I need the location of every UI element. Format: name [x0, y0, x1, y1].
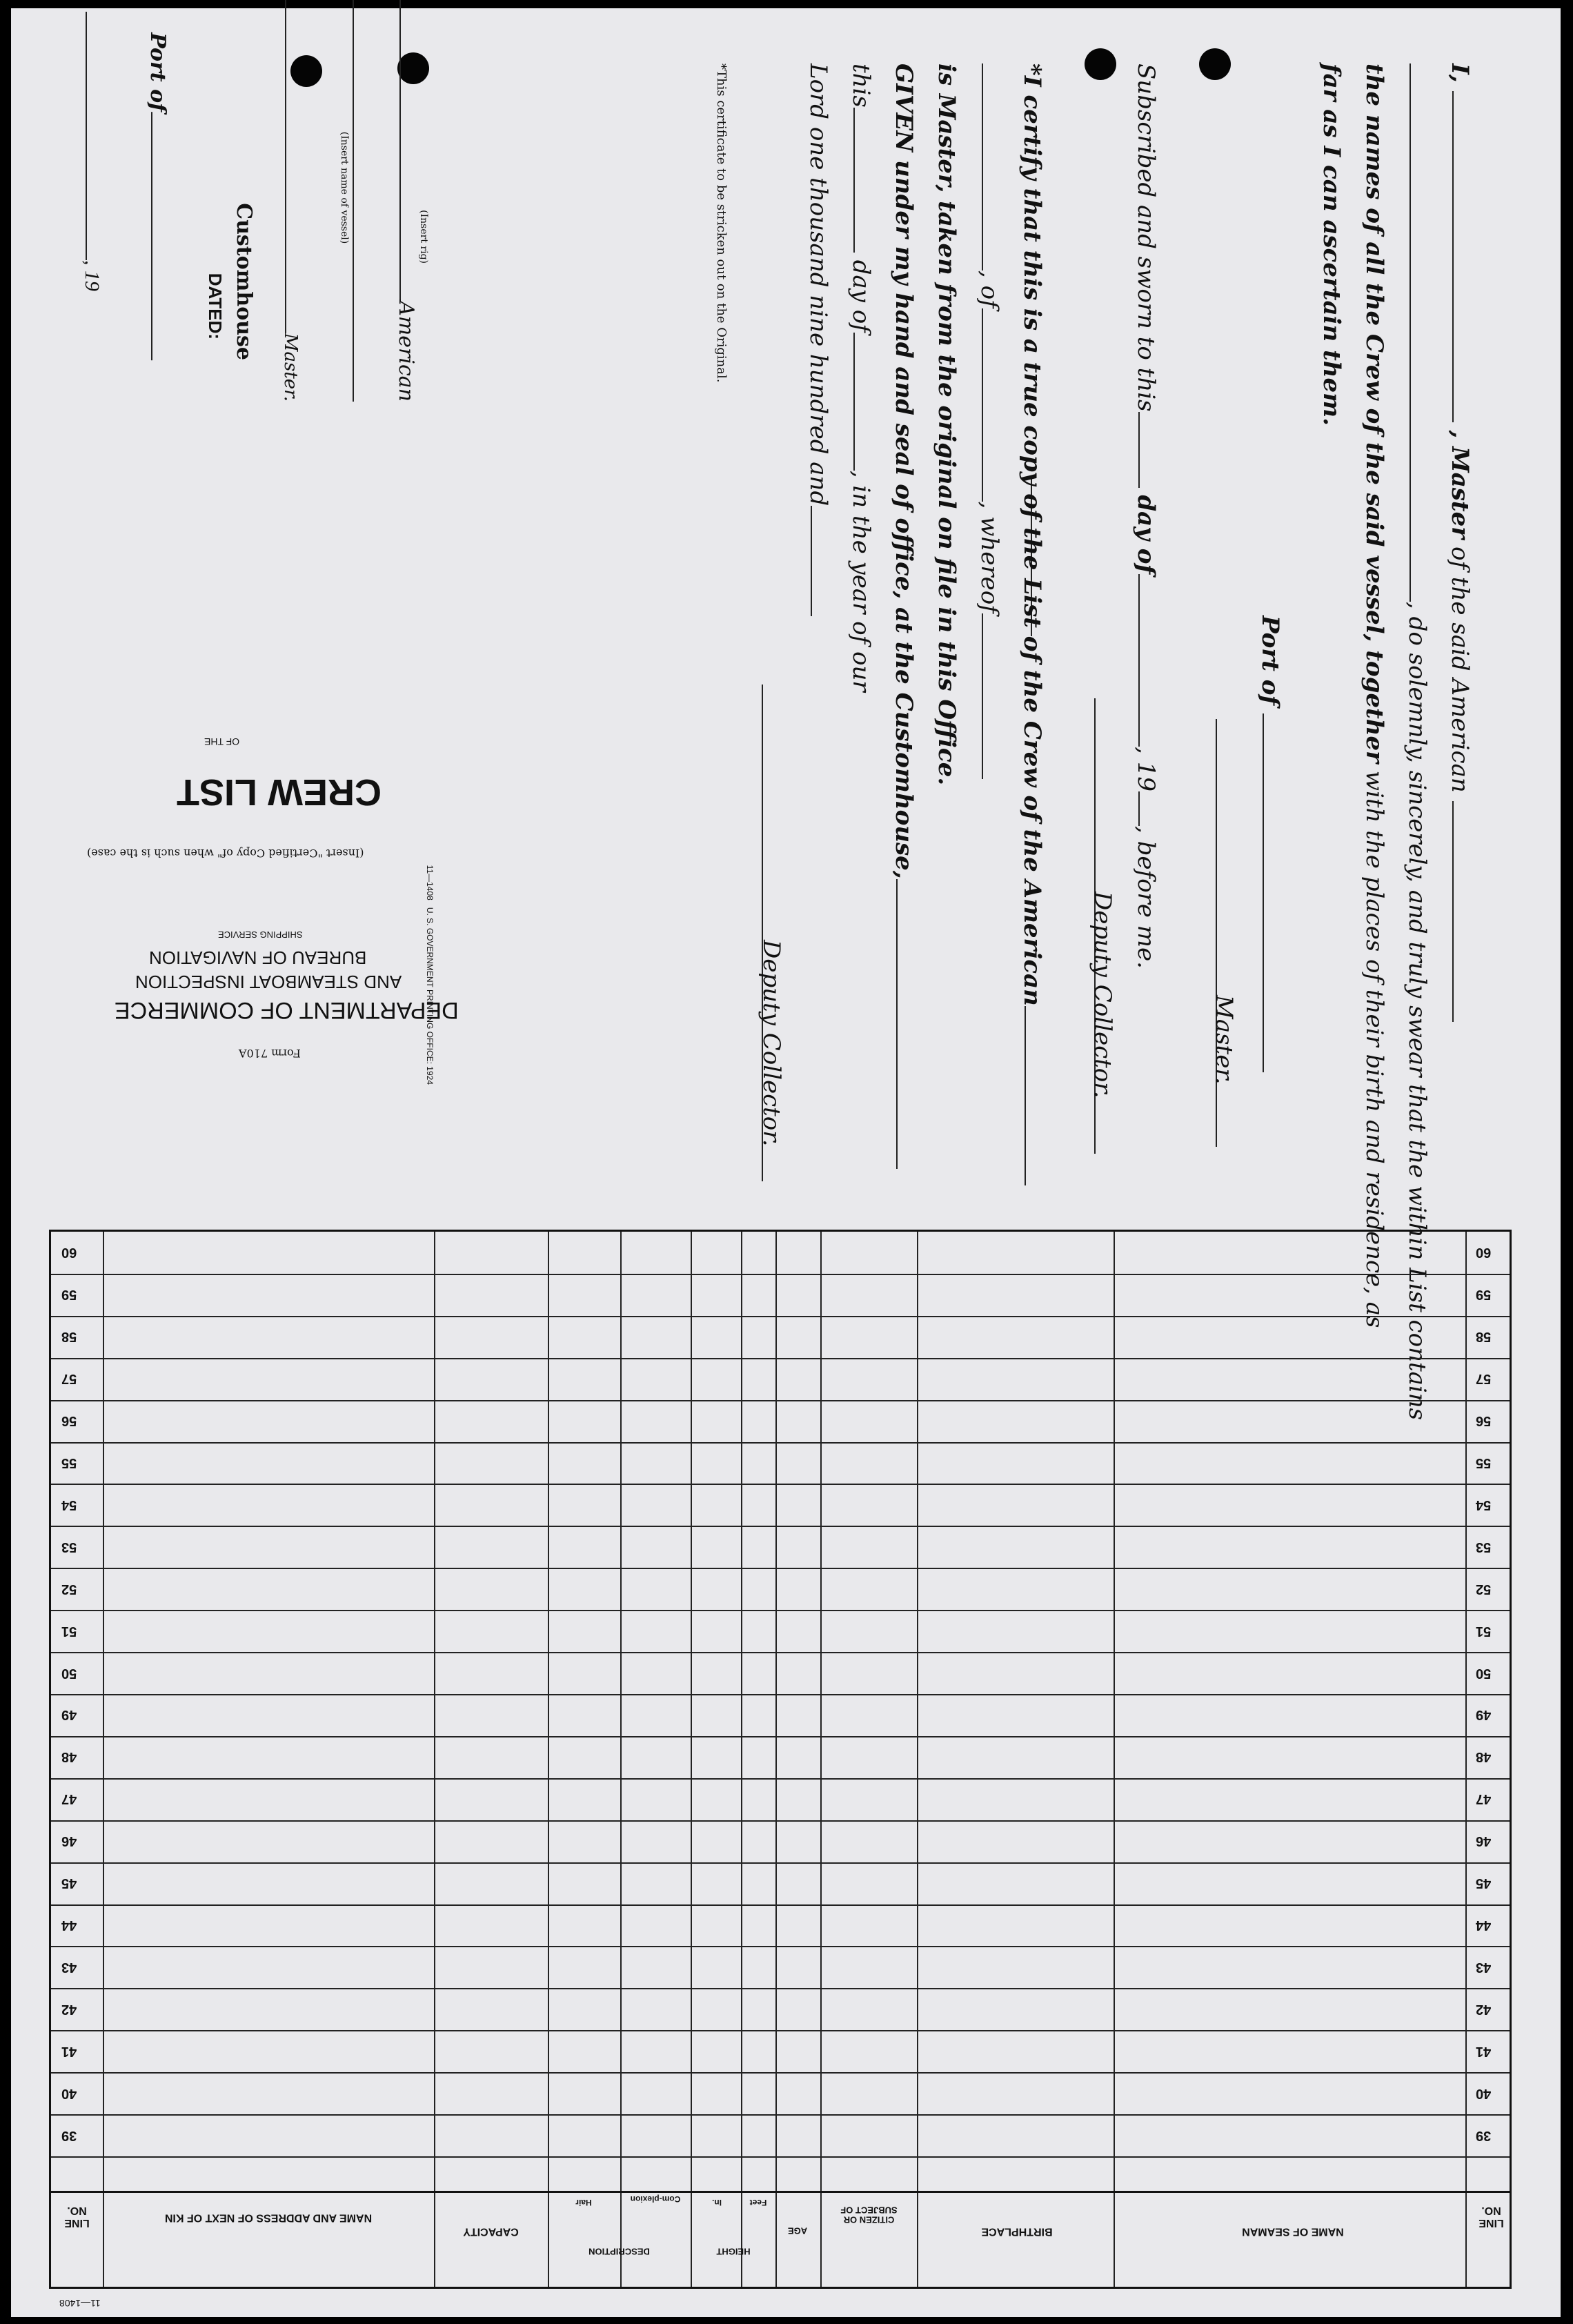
row-number: 49 — [61, 1707, 77, 1723]
oath-text: the names of all the Crew of the said vessel, — [1361, 63, 1388, 651]
table-row — [51, 1316, 1510, 1317]
row-number: 53 — [1476, 1539, 1492, 1555]
table-row — [51, 1694, 1510, 1695]
table-row — [51, 1400, 1510, 1401]
printing-office: U. S. GOVERNMENT PRINTING OFFICE: 1924 — [425, 907, 435, 1085]
header-capacity: CAPACITY — [463, 2225, 519, 2238]
form-number: 11—1408 — [59, 2298, 101, 2309]
docket-bureau: BUREAU OF NAVIGATION — [149, 947, 367, 968]
row-number: 39 — [61, 2127, 77, 2143]
docket-port-label: Port of — [146, 32, 170, 112]
table-row — [51, 1988, 1510, 1989]
row-number: 45 — [1476, 1875, 1492, 1891]
oath-text: , 19 — [1132, 747, 1160, 791]
docket-of-the: OF THE — [204, 736, 240, 747]
header-height: HEIGHT — [716, 2246, 751, 2257]
row-number: 48 — [61, 1749, 77, 1765]
header-line-no: LINE NO. — [1478, 2205, 1504, 2229]
table-row — [51, 1652, 1510, 1653]
header-name-of-seaman: NAME OF SEAMAN — [1242, 2225, 1344, 2238]
docket-vessel-hint: (Insert name of vessel) — [339, 131, 350, 244]
row-number: 45 — [61, 1875, 77, 1891]
oath-text: I, — [1446, 63, 1474, 83]
printing-number: 11—1408 — [425, 865, 435, 900]
docket-dated: DATED: — [205, 273, 226, 339]
row-number: 54 — [1476, 1497, 1492, 1513]
row-number: 59 — [1476, 1287, 1492, 1303]
oath-text: , do solemnly, sincerely, and truly swear that the within List contains — [1403, 602, 1431, 1421]
row-number: 46 — [61, 1833, 77, 1849]
row-number: 49 — [1476, 1707, 1492, 1723]
row-number: 47 — [61, 1791, 77, 1807]
row-number: 47 — [1476, 1791, 1492, 1807]
row-number: 60 — [61, 1245, 77, 1261]
row-number: 60 — [1476, 1245, 1492, 1261]
header-citizen: CITIZEN OR SUBJECT OF — [840, 2205, 898, 2225]
docket-master: Master. — [280, 333, 301, 402]
docket-text: , 19 — [81, 260, 103, 291]
header-inches: In. — [712, 2198, 722, 2208]
row-number: 40 — [1476, 2085, 1492, 2101]
row-number: 41 — [1476, 2043, 1492, 2059]
row-number: 57 — [1476, 1371, 1492, 1387]
row-number: 40 — [61, 2085, 77, 2101]
oath-text: Lord one thousand nine hundred and — [804, 63, 832, 506]
docket-american: American — [394, 301, 418, 402]
row-number: 41 — [61, 2043, 77, 2059]
docket-shipping: SHIPPING SERVICE — [218, 929, 303, 940]
row-number: 59 — [61, 1287, 77, 1303]
row-number: 44 — [61, 1918, 77, 1933]
deputy-collector-label: Deputy Collector. — [1089, 892, 1116, 1099]
row-number: 52 — [1476, 1581, 1492, 1597]
row-number: 43 — [1476, 1959, 1492, 1975]
table-row — [51, 1862, 1510, 1864]
oath-text: of the said American — [1446, 539, 1474, 793]
oath-text: far as I can ascertain them. — [1318, 63, 1345, 426]
docket-department: DEPARTMENT OF COMMERCE — [115, 997, 459, 1023]
header-next-of-kin: NAME AND ADDRESS OF NEXT OF KIN — [164, 2212, 373, 2224]
table-row — [51, 1358, 1510, 1359]
table-row — [51, 1610, 1510, 1611]
docket-certified-hint: (Insert "Certified Copy of" when such is the case) — [87, 847, 364, 860]
row-number: 48 — [1476, 1749, 1492, 1765]
table-row — [51, 1274, 1510, 1275]
oath-text: together — [1361, 650, 1388, 764]
table-row — [51, 2072, 1510, 2074]
row-number: 58 — [1476, 1329, 1492, 1345]
header-birthplace: BIRTHPLACE — [981, 2225, 1053, 2238]
docket-form-number: Form 710A — [239, 1047, 301, 1060]
document-page — [11, 8, 1561, 2317]
docket-customhouse: Customhouse — [232, 203, 256, 360]
row-number: 58 — [61, 1329, 77, 1345]
row-number: 46 — [1476, 1833, 1492, 1849]
oath-text: day of — [847, 259, 875, 333]
row-number: 42 — [61, 2001, 77, 2017]
oath-text: , whereof — [976, 501, 1003, 613]
table-row — [51, 1820, 1510, 1822]
table-row — [51, 1778, 1510, 1780]
row-number: 51 — [61, 1623, 77, 1639]
oath-text: this — [847, 63, 875, 108]
row-number: 43 — [61, 1959, 77, 1975]
footnote: *This certificate to be stricken out on the Original. — [714, 63, 729, 383]
docket-bureau: AND STEAMBOAT INSPECTION — [135, 972, 402, 992]
table-row — [51, 1442, 1510, 1444]
header-hair: Hair — [575, 2198, 592, 2208]
header-age: AGE — [787, 2225, 808, 2236]
oath-text: *I certify that this is a true copy of the List of the Crew of the American — [1018, 63, 1046, 1006]
table-row — [51, 1526, 1510, 1527]
row-number: 50 — [61, 1665, 77, 1681]
row-number: 51 — [1476, 1623, 1492, 1639]
row-number: 54 — [61, 1497, 77, 1513]
row-number: 56 — [1476, 1413, 1492, 1429]
table-row — [51, 1484, 1510, 1485]
crew-list-title: CREW LIST — [177, 771, 382, 813]
header-description: DESCRIPTION — [588, 2246, 650, 2257]
table-row — [51, 2114, 1510, 2116]
table-row — [51, 1904, 1510, 1906]
oath-text: is Master, taken from the original on file in this Office. — [933, 63, 960, 786]
oath-text: with the places of their birth and residence, as — [1361, 763, 1388, 1328]
table-row — [51, 1946, 1510, 1947]
header-line-no: LINE NO. — [64, 2205, 90, 2229]
oath-text: , Master — [1446, 430, 1474, 540]
header-complexion: Com-plexion — [630, 2194, 681, 2205]
oath-text: , in the year of our — [847, 470, 875, 692]
crew-list-table — [49, 1230, 1512, 2289]
row-number: 56 — [61, 1413, 77, 1429]
row-number: 55 — [61, 1455, 77, 1470]
row-number: 39 — [1476, 2127, 1492, 2143]
row-number: 42 — [1476, 2001, 1492, 2017]
row-number: 57 — [61, 1371, 77, 1387]
header-feet: Feet — [749, 2198, 767, 2208]
port-label: Port of — [1256, 616, 1284, 706]
row-number: 50 — [1476, 1665, 1492, 1681]
row-number: 44 — [1476, 1918, 1492, 1933]
table-row — [51, 1568, 1510, 1569]
oath-text: Subscribed and sworn to this — [1132, 63, 1160, 412]
master-label: Master. — [1210, 995, 1238, 1085]
oath-text: day of — [1132, 495, 1160, 575]
oath-text: , before me. — [1132, 825, 1160, 969]
oath-text: , of — [976, 270, 1003, 308]
docket-rig-hint: (Insert rig) — [418, 210, 429, 264]
table-row — [51, 1736, 1510, 1737]
table-row — [51, 2030, 1510, 2031]
oath-text: GIVEN under my hand and seal of office, at the Customhouse, — [890, 63, 918, 879]
row-number: 52 — [61, 1581, 77, 1597]
row-number: 55 — [1476, 1455, 1492, 1470]
row-number: 53 — [61, 1539, 77, 1555]
deputy-collector-label: Deputy Collector. — [758, 940, 785, 1147]
